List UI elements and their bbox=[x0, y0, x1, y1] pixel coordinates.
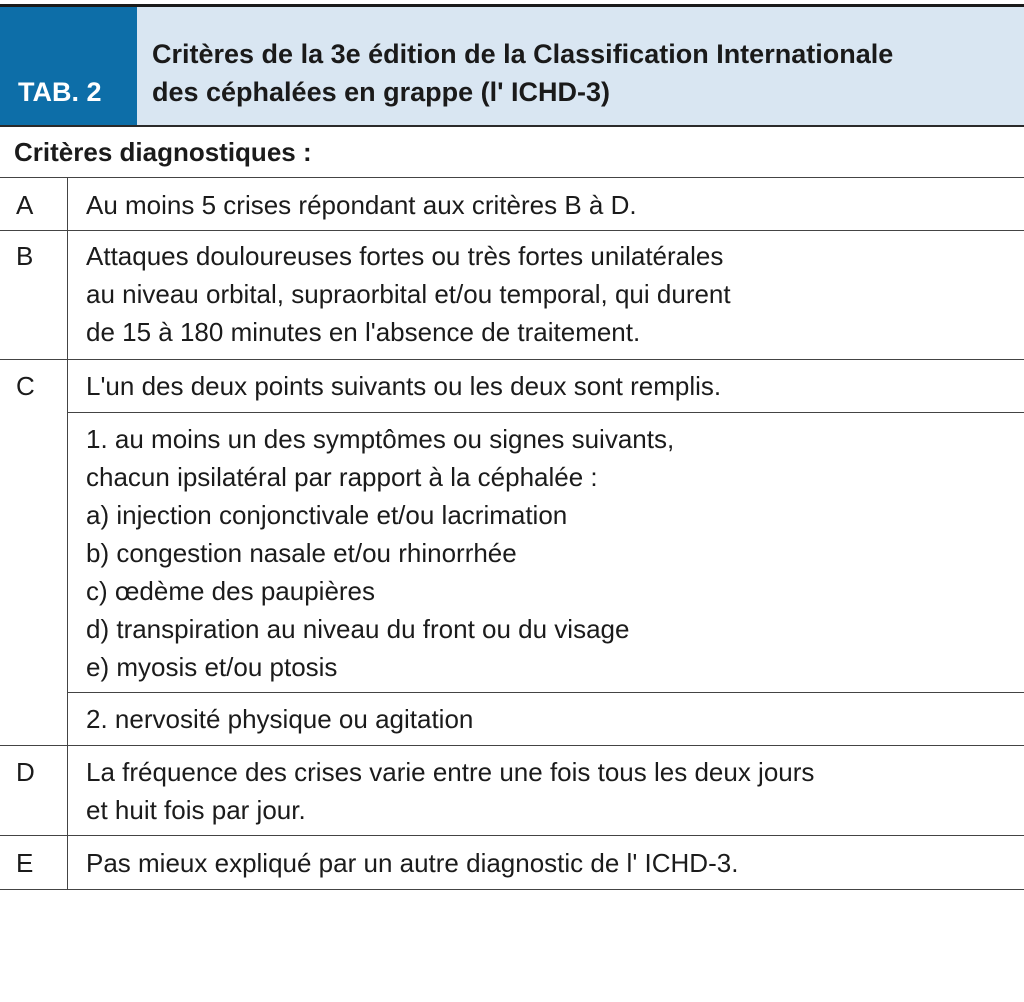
criterion-block bbox=[68, 178, 1024, 230]
criterion-text: 1. au moins un des symptômes ou signes suivants, bbox=[86, 424, 675, 454]
criterion-text: et huit fois par jour. bbox=[86, 795, 306, 825]
criterion-text: Attaques douloureuses fortes ou très fortes unilatérales bbox=[86, 241, 724, 271]
criterion-block bbox=[68, 360, 1024, 412]
criterion-content bbox=[68, 231, 1024, 359]
criterion-text: de 15 à 180 minutes en l'absence de traitement. bbox=[86, 317, 641, 347]
criterion-text: b) congestion nasale et/ou rhinorrhée bbox=[86, 538, 517, 568]
criterion-text: La fréquence des crises varie entre une fois tous les deux jours bbox=[86, 757, 815, 787]
criterion-text: chacun ipsilatéral par rapport à la céphalée : bbox=[86, 462, 598, 492]
criterion-text: e) myosis et/ou ptosis bbox=[86, 652, 338, 682]
criterion-block bbox=[68, 746, 1024, 835]
criterion-letter: A bbox=[0, 178, 68, 230]
criteria-rows bbox=[0, 177, 1024, 889]
criterion-content bbox=[68, 178, 1024, 230]
criterion-text: a) injection conjonctivale et/ou lacrimation bbox=[86, 500, 568, 530]
criterion-row-d bbox=[0, 745, 1024, 835]
criterion-content bbox=[68, 836, 1024, 889]
criterion-letter: B bbox=[0, 231, 68, 359]
title-line: des céphalées en grappe (l' ICHD-3) bbox=[152, 77, 611, 107]
table-title bbox=[137, 7, 1024, 125]
criterion-row-e bbox=[0, 835, 1024, 889]
criterion-text: c) œdème des paupières bbox=[86, 576, 376, 606]
section-title: Critères diagnostiques : bbox=[0, 125, 1024, 177]
criterion-content bbox=[68, 746, 1024, 835]
criterion-block bbox=[68, 231, 1024, 359]
criterion-text: Au moins 5 crises répondant aux critères B à D. bbox=[86, 190, 637, 220]
criteria-table bbox=[0, 4, 1024, 890]
criterion-row-c bbox=[0, 359, 1024, 745]
criterion-block bbox=[68, 412, 1024, 692]
criterion-block bbox=[68, 836, 1024, 889]
table-header bbox=[0, 7, 1024, 125]
title-line: Critères de la 3e édition de la Classification Internationale bbox=[152, 39, 894, 69]
criterion-text: 2. nervosité physique ou agitation bbox=[86, 704, 474, 734]
criterion-text: au niveau orbital, supraorbital et/ou temporal, qui durent bbox=[86, 279, 731, 309]
criterion-letter: C bbox=[0, 360, 68, 745]
criterion-letter: E bbox=[0, 836, 68, 889]
criterion-row-a bbox=[0, 177, 1024, 230]
table-number: TAB. 2 bbox=[0, 7, 137, 125]
criterion-content bbox=[68, 360, 1024, 745]
criterion-letter: D bbox=[0, 746, 68, 835]
bottom-rule bbox=[0, 889, 1024, 890]
criterion-row-b bbox=[0, 230, 1024, 359]
criterion-text: Pas mieux expliqué par un autre diagnostic de l' ICHD-3. bbox=[86, 848, 739, 878]
criterion-text: d) transpiration au niveau du front ou du visage bbox=[86, 614, 630, 644]
criterion-block bbox=[68, 692, 1024, 745]
criterion-text: L'un des deux points suivants ou les deux sont remplis. bbox=[86, 371, 722, 401]
